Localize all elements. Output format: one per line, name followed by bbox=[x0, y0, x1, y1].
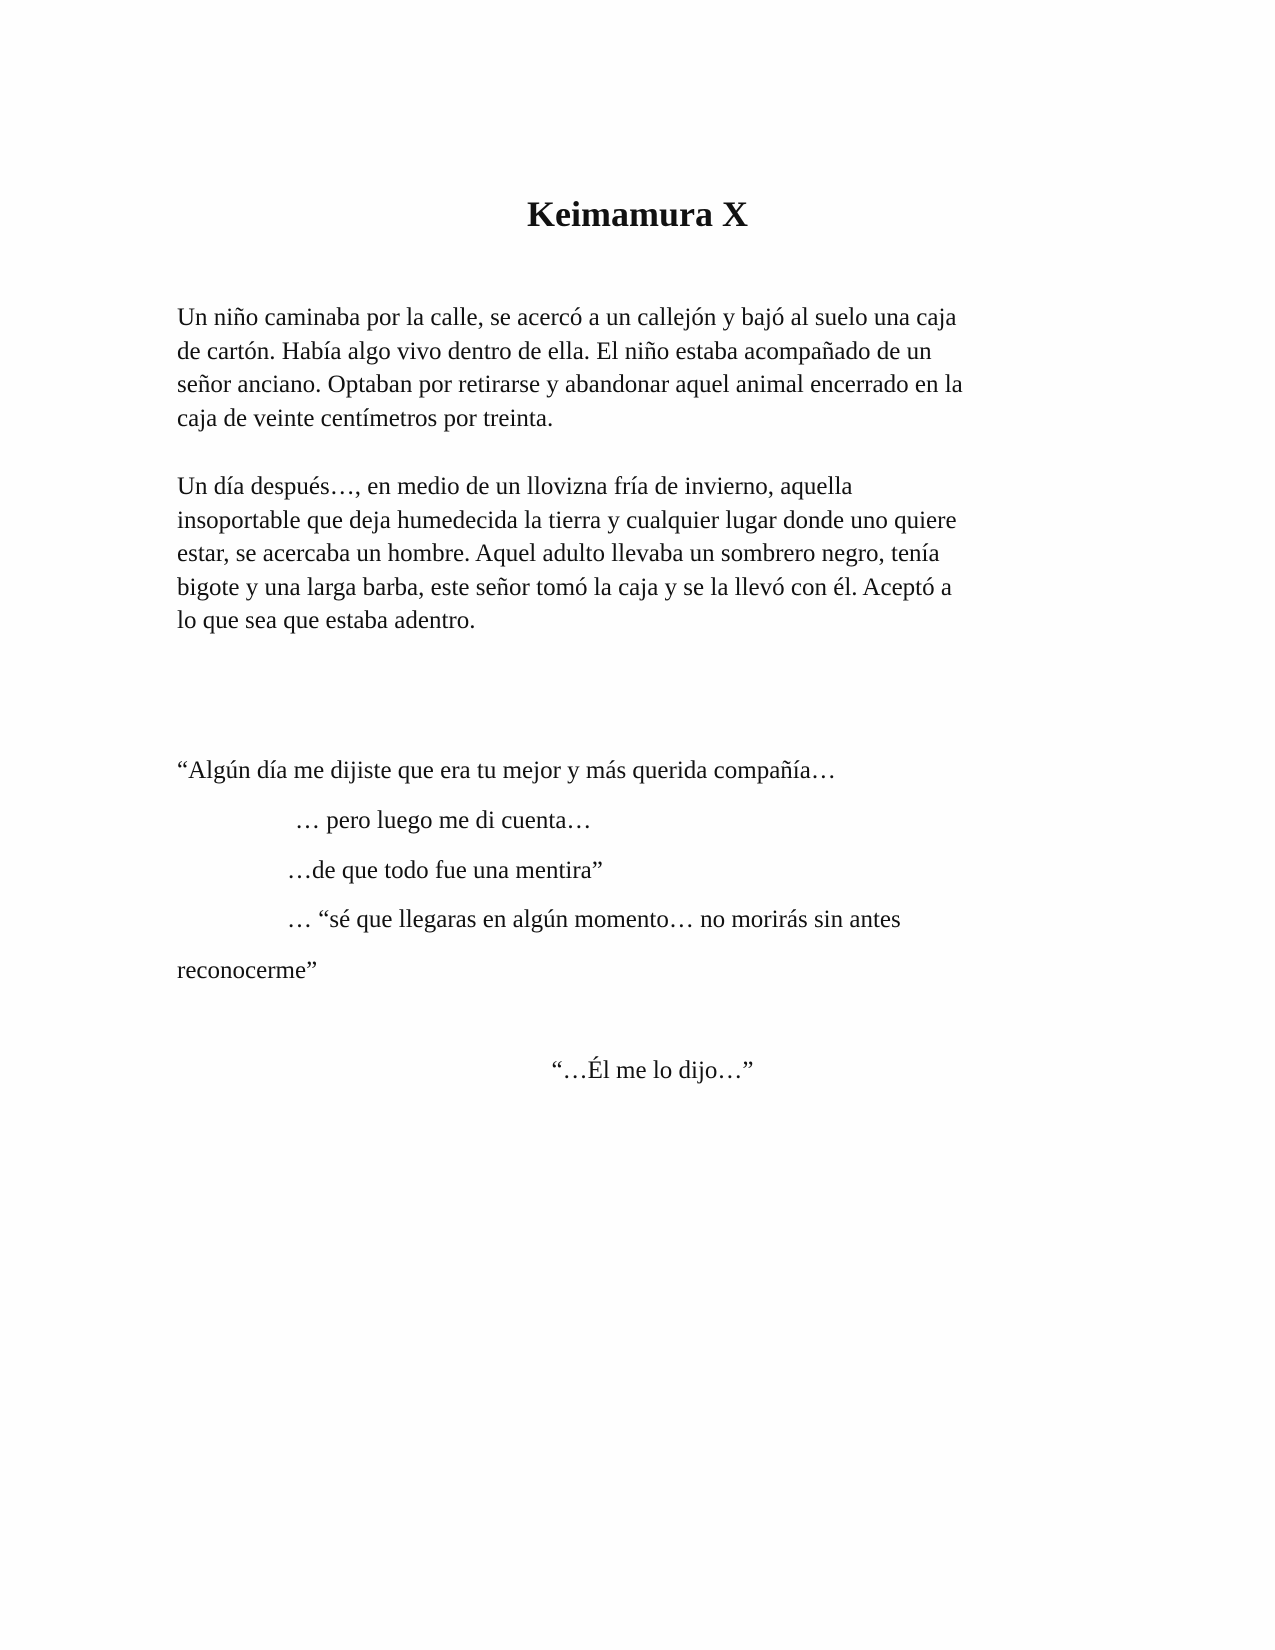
paragraph-line: bigote y una larga barba, este señor tomó la caja y se la llevó con él. Aceptó a bbox=[177, 573, 952, 601]
verse-line-3: …de que todo fue una mentira” bbox=[287, 857, 603, 884]
verse-line-2: … pero luego me di cuenta… bbox=[295, 807, 592, 834]
paragraph-line: caja de veinte centímetros por treinta. bbox=[177, 404, 554, 432]
paragraph-1 bbox=[177, 301, 1107, 435]
paragraph-line: lo que sea que estaba adentro. bbox=[177, 607, 476, 634]
paragraph-line: Un niño caminaba por la calle, se acercó a un callejón y bajó al suelo una caja bbox=[177, 304, 957, 331]
paragraph-line: estar, se acercaba un hombre. Aquel adulto llevaba un sombrero negro, tenía bbox=[177, 540, 940, 567]
paragraph-line: señor anciano. Optaban por retirarse y abandonar aquel animal encerrado en la bbox=[177, 371, 963, 398]
paragraph-2 bbox=[177, 470, 1107, 638]
verse-line-4: … “sé que llegaras en algún momento… no morirás sin antes bbox=[287, 906, 901, 933]
paragraph-line: insoportable que deja humedecida la tierra y cualquier lugar donde uno quiere bbox=[177, 506, 957, 534]
paragraph-line: de cartón. Había algo vivo dentro de ella. El niño estaba acompañado de un bbox=[177, 337, 932, 365]
document-title: Keimamura X bbox=[527, 194, 748, 234]
closing-line: “…Él me lo dijo…” bbox=[551, 1057, 754, 1084]
verse-line-1: “Algún día me dijiste que era tu mejor y más querida compañía… bbox=[177, 757, 836, 784]
verse-line-5: reconocerme” bbox=[177, 957, 318, 984]
paragraph-line: Un día después…, en medio de un llovizna fría de invierno, aquella bbox=[177, 473, 853, 500]
